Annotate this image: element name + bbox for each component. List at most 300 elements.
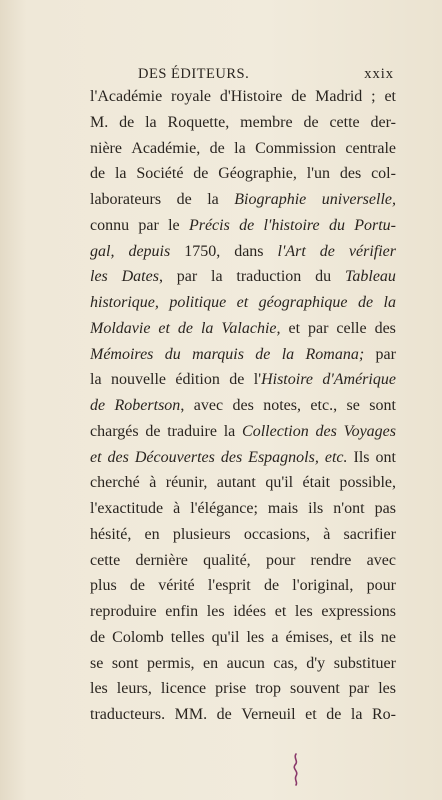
word [90, 599, 157, 625]
italic-text: depuis [128, 242, 171, 260]
word [90, 573, 117, 599]
word [255, 342, 270, 368]
roman-text: ne [380, 628, 396, 646]
roman-text: qualité, [203, 551, 251, 569]
text-line [90, 651, 396, 677]
roman-text: émises, [285, 628, 334, 646]
roman-text: la [350, 706, 363, 723]
roman-text: de [263, 577, 280, 595]
roman-text: d'y [306, 654, 326, 672]
italic-text: Portu- [354, 216, 396, 234]
roman-text: de [129, 577, 145, 595]
word [345, 264, 396, 290]
text-line [90, 470, 396, 496]
roman-text: autant [216, 474, 256, 492]
word [177, 187, 192, 213]
roman-text: qu'il [265, 474, 294, 492]
word [90, 367, 102, 393]
roman-text: qu'il [211, 628, 240, 646]
word [167, 419, 217, 445]
roman-text: par [138, 216, 159, 234]
word [345, 136, 396, 162]
word [194, 393, 223, 419]
roman-text: Ils [353, 448, 370, 466]
roman-text: réunir, [165, 474, 208, 492]
roman-text: de [291, 88, 307, 105]
italic-text: et [90, 448, 102, 466]
roman-text: les [246, 628, 265, 646]
text-line [90, 599, 396, 625]
roman-text: l' [253, 371, 262, 389]
roman-text: MM. [174, 706, 208, 723]
word [138, 213, 158, 239]
italic-text: du [164, 345, 181, 363]
roman-text: Roquette, [167, 113, 230, 131]
italic-text: etc. [324, 448, 348, 466]
word [308, 496, 323, 522]
roman-text: prise [215, 680, 247, 698]
roman-text: et [340, 628, 352, 646]
roman-text: de [216, 706, 232, 723]
italic-text: Dates [121, 268, 159, 286]
roman-text: membre [240, 113, 293, 131]
roman-text: les [294, 603, 313, 620]
word [263, 213, 319, 239]
word [285, 625, 333, 651]
roman-text: occasions, [243, 525, 311, 543]
word [90, 239, 114, 265]
word [359, 625, 374, 651]
word [358, 290, 373, 316]
text-line [90, 264, 396, 290]
roman-text: M. [90, 113, 109, 131]
roman-text: trop [255, 680, 282, 698]
word [255, 136, 336, 162]
word [351, 702, 363, 728]
roman-text: sont [369, 397, 396, 414]
roman-text: cette [329, 113, 360, 131]
text-line [90, 367, 396, 393]
roman-text: hésité, [90, 525, 132, 543]
italic-text: de [357, 294, 374, 311]
word [193, 161, 208, 187]
roman-text: par [348, 680, 370, 698]
word [90, 651, 103, 677]
italic-text: de [239, 216, 255, 234]
roman-text: cette [90, 551, 121, 569]
italic-text: Moldavie [90, 319, 151, 337]
word [234, 187, 306, 213]
word [90, 290, 159, 316]
roman-text: mais [267, 500, 299, 517]
roman-text: Colomb [112, 628, 164, 646]
word [308, 316, 328, 342]
word [161, 676, 206, 702]
italic-text: l'histoire [263, 216, 320, 234]
italic-text: de [90, 397, 106, 414]
word [288, 316, 300, 342]
roman-text: pas [374, 500, 396, 517]
word [315, 419, 336, 445]
roman-text: leurs, [116, 680, 152, 698]
word [147, 651, 195, 677]
italic-text: de [319, 242, 335, 260]
word [108, 445, 129, 471]
word [224, 419, 236, 445]
roman-text: de [145, 422, 161, 440]
roman-text: notes, [263, 397, 301, 414]
roman-text: ils [308, 500, 324, 517]
roman-text: cherché [90, 474, 140, 492]
italic-text: Histoire [261, 371, 313, 389]
word [322, 367, 396, 393]
word [149, 470, 156, 496]
page-number: xxix [364, 66, 394, 82]
italic-text: historique, [90, 294, 159, 311]
roman-text: de [209, 139, 225, 157]
word [315, 84, 362, 110]
word [190, 496, 258, 522]
text-line [90, 316, 396, 342]
text-line [90, 676, 396, 702]
word [221, 316, 280, 342]
word [229, 367, 244, 393]
text-line [90, 239, 396, 265]
roman-text: se [346, 397, 360, 414]
roman-text: etc., [310, 397, 338, 414]
italic-text: géographique [258, 294, 348, 311]
word [329, 110, 359, 136]
italic-text: la [200, 319, 214, 337]
roman-text: avec [193, 397, 224, 414]
word [323, 522, 330, 548]
word [90, 522, 131, 548]
text-line [90, 290, 396, 316]
roman-text: à [149, 474, 157, 492]
italic-text: Valachie, [221, 319, 281, 337]
word [311, 548, 352, 574]
roman-text: édition [175, 371, 220, 389]
roman-text: der- [370, 113, 396, 131]
word [232, 393, 253, 419]
roman-text: de [326, 706, 342, 723]
word [171, 625, 205, 651]
word [259, 290, 348, 316]
italic-text: la [281, 345, 295, 363]
roman-text: enfin [165, 603, 199, 620]
word [90, 213, 129, 239]
roman-text: 1750, [184, 242, 221, 260]
roman-text: Géographie, [218, 165, 297, 183]
word [241, 702, 295, 728]
word [115, 161, 127, 187]
word [112, 625, 164, 651]
word [131, 136, 200, 162]
running-head: DES ÉDITEURS. [138, 66, 250, 82]
roman-text: rendre [310, 551, 352, 569]
roman-text: plusieurs [172, 525, 231, 543]
italic-text: Biographie [234, 191, 307, 208]
roman-text: col- [371, 165, 396, 183]
roman-text: substituer [333, 654, 396, 672]
roman-text: du [315, 268, 332, 286]
roman-text: et [384, 88, 396, 105]
roman-text: l'exactitude [90, 500, 164, 517]
word [305, 702, 317, 728]
word [236, 264, 301, 290]
text-line [90, 213, 396, 239]
word [227, 651, 265, 677]
roman-text: des [374, 319, 396, 337]
word [171, 84, 211, 110]
roman-text: vérité [158, 577, 195, 595]
text-line [90, 419, 396, 445]
roman-text: par [375, 345, 396, 363]
word [376, 445, 396, 471]
roman-text: a [271, 628, 279, 646]
word [384, 290, 396, 316]
word [320, 239, 335, 265]
word [145, 419, 160, 445]
word [119, 110, 134, 136]
word [207, 599, 225, 625]
text-line [90, 445, 396, 471]
word [307, 161, 330, 187]
word [221, 445, 242, 471]
word [347, 393, 360, 419]
roman-text: souvent [290, 680, 340, 698]
word [166, 470, 208, 496]
word [90, 445, 102, 471]
word [115, 393, 185, 419]
word [233, 599, 266, 625]
word [90, 419, 139, 445]
word [90, 625, 105, 651]
word [375, 316, 396, 342]
roman-text: la [145, 113, 157, 131]
word [254, 367, 313, 393]
roman-text: sont [111, 654, 139, 672]
roman-text: l'esprit [207, 577, 251, 595]
word [303, 470, 331, 496]
roman-text: ont [375, 448, 396, 466]
italic-text: Découvertes [134, 448, 215, 466]
roman-text: nouvelle [110, 371, 167, 389]
word [375, 496, 396, 522]
word [255, 676, 281, 702]
italic-text: marquis [192, 345, 244, 363]
roman-text: possible, [339, 474, 396, 492]
word [371, 84, 375, 110]
word [322, 187, 396, 213]
roman-text: expressions [321, 603, 396, 620]
word [210, 136, 225, 162]
word [175, 702, 207, 728]
word [367, 548, 396, 574]
text-line [90, 136, 396, 162]
ink-mark-icon [290, 752, 302, 786]
word [310, 393, 337, 419]
word [207, 187, 219, 213]
italic-text: Collection [242, 422, 309, 440]
word [291, 84, 306, 110]
word [315, 264, 331, 290]
roman-text: la [211, 268, 223, 286]
word [90, 316, 150, 342]
italic-text: et [236, 294, 249, 311]
italic-text: Tableau [344, 268, 396, 286]
roman-text: les [378, 680, 396, 698]
roman-text: l'original, [292, 577, 354, 595]
word [135, 445, 215, 471]
word [340, 625, 352, 651]
word [145, 522, 160, 548]
word [189, 213, 230, 239]
italic-text: Robertson [114, 397, 181, 414]
italic-text: de [255, 345, 271, 363]
roman-text: les [90, 680, 108, 698]
roman-text: à [323, 525, 331, 543]
word [135, 548, 187, 574]
word [349, 676, 369, 702]
word [208, 573, 251, 599]
word [349, 239, 396, 265]
body-text [90, 84, 396, 728]
roman-text: se [90, 654, 104, 672]
word [234, 239, 263, 265]
roman-text: la [234, 139, 246, 157]
roman-text: la [223, 422, 236, 440]
word [268, 496, 298, 522]
roman-text: et [305, 706, 317, 723]
word [90, 676, 108, 702]
roman-text: la [207, 191, 219, 208]
roman-text: licence [160, 680, 207, 698]
word [165, 599, 198, 625]
word [90, 393, 105, 419]
word [278, 239, 306, 265]
roman-text: telles [170, 628, 205, 646]
roman-text: de [176, 191, 192, 208]
word [90, 342, 153, 368]
word [290, 676, 340, 702]
word [192, 342, 244, 368]
word [295, 599, 313, 625]
word [90, 470, 140, 496]
word [203, 548, 251, 574]
word [271, 625, 278, 651]
word [211, 264, 223, 290]
roman-text: l'un [306, 165, 331, 183]
roman-text: la [90, 371, 102, 389]
roman-text: des [339, 165, 362, 183]
roman-text: nière [90, 139, 122, 157]
word [169, 290, 226, 316]
roman-text: centrale [345, 139, 396, 157]
italic-text: du [328, 216, 345, 234]
text-line [90, 393, 396, 419]
word [334, 651, 396, 677]
roman-text: cas, [273, 654, 298, 672]
word [282, 342, 294, 368]
italic-text: politique [169, 294, 227, 311]
word [130, 573, 145, 599]
italic-text: universelle, [321, 191, 396, 208]
word [264, 573, 279, 599]
word [340, 470, 396, 496]
roman-text: Verneuil [241, 706, 296, 723]
roman-text: dans [234, 242, 264, 260]
word [244, 522, 310, 548]
word [117, 676, 152, 702]
word [122, 264, 163, 290]
italic-text: d'Amérique [322, 371, 396, 389]
italic-text: l'Art [277, 242, 306, 260]
roman-text: à [173, 500, 181, 517]
roman-text: Société [136, 165, 184, 183]
word [145, 110, 157, 136]
word [371, 110, 396, 136]
roman-text: d'Histoire [219, 88, 283, 105]
word [333, 496, 364, 522]
word [344, 522, 396, 548]
word [217, 702, 232, 728]
roman-text: les [206, 603, 225, 620]
roman-text: le [168, 216, 180, 234]
italic-text: Romana; [305, 345, 365, 363]
word [90, 496, 163, 522]
text-line [90, 342, 396, 368]
roman-text: Madrid [315, 88, 363, 105]
roman-text: permis, [147, 654, 195, 672]
roman-text: chargés [90, 422, 139, 440]
roman-text: avec [366, 551, 396, 569]
roman-text: royale [171, 88, 212, 105]
word [90, 110, 108, 136]
roman-text: aucun [226, 654, 265, 672]
word [212, 625, 240, 651]
word [218, 161, 297, 187]
roman-text: par [307, 319, 329, 337]
italic-text: des [315, 422, 337, 440]
italic-text: la [383, 294, 396, 311]
word [384, 84, 396, 110]
word [354, 213, 396, 239]
text-line [90, 625, 396, 651]
italic-text: gal, [90, 242, 115, 260]
word [325, 445, 348, 471]
word [90, 187, 161, 213]
word [266, 548, 295, 574]
word [367, 573, 396, 599]
word [303, 110, 318, 136]
word [217, 470, 256, 496]
word [136, 161, 183, 187]
roman-text: celle [336, 319, 367, 337]
roman-text: l'élégance; [190, 500, 258, 517]
word [177, 264, 197, 290]
word [90, 702, 165, 728]
roman-text: Commission [255, 139, 336, 157]
word [378, 676, 396, 702]
word [158, 316, 170, 342]
word [263, 393, 301, 419]
italic-text: des [220, 448, 243, 466]
word [369, 393, 396, 419]
roman-text: en [144, 525, 160, 543]
roman-text: dernière [135, 551, 188, 569]
roman-text: était [302, 474, 331, 492]
